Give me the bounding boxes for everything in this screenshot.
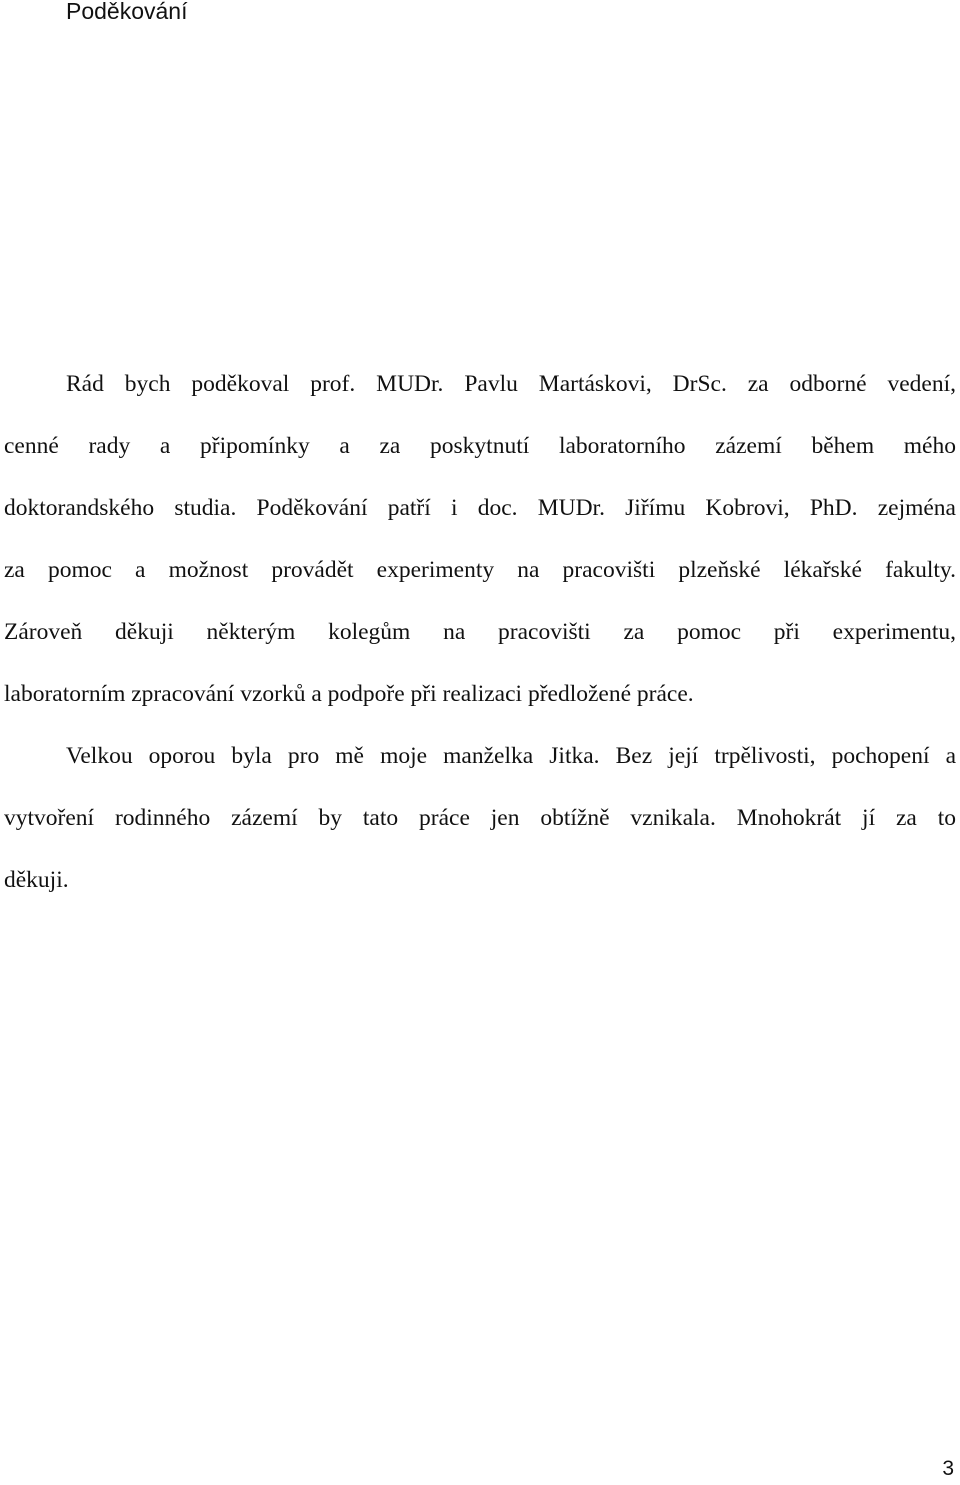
page-heading: Poděkování [66, 0, 188, 24]
text-line: za pomoc a možnost provádět experimenty na pracovišti plzeňské lékařské fakulty. [4, 557, 956, 583]
text-line: Velkou oporou byla pro mě moje manželka Jitka. Bez její trpělivosti, pochopení a [66, 743, 956, 769]
text-line: vytvoření rodinného zázemí by tato práce jen obtížně vznikala. Mnohokrát jí za to [4, 805, 956, 831]
text-line: Zároveň děkuji některým kolegům na pracovišti za pomoc při experimentu, [4, 619, 956, 645]
page-number: 3 [942, 1457, 954, 1480]
text-line: laboratorním zpracování vzorků a podpoře při realizaci předložené práce. [4, 681, 694, 707]
text-line: cenné rady a připomínky a za poskytnutí laboratorního zázemí během mého [4, 433, 956, 459]
text-line: děkuji. [4, 867, 69, 893]
text-line: Rád bych poděkoval prof. MUDr. Pavlu Martáskovi, DrSc. za odborné vedení, [66, 371, 956, 397]
text-line: doktorandského studia. Poděkování patří i doc. MUDr. Jiřímu Kobrovi, PhD. zejména [4, 495, 956, 521]
